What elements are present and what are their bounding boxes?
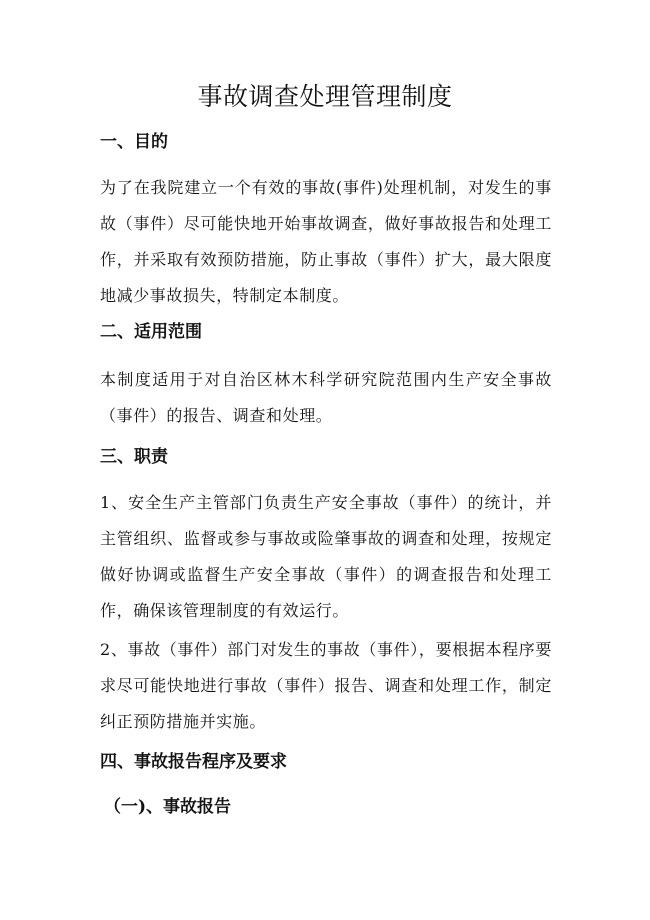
paragraph-duty-2: 2、事故（事件）部门对发生的事故（事件），要根据本程序要求尽可能快地进行事故（事件）报告、调查和处理工作，制定纠正预防措施并实施。 bbox=[100, 640, 552, 731]
section-heading-purpose: 一、目的 bbox=[100, 132, 168, 152]
section-heading-scope: 二、适用范围 bbox=[100, 322, 202, 342]
subsection-heading-accident-report: （一)、事故报告 bbox=[104, 797, 232, 817]
paragraph-purpose: 为了在我院建立一个有效的事故(事件)处理机制，对发生的事故（事件）尽可能快地开始事故调查，做好事故报告和处理工作，并采取有效预防措施，防止事故（事件）扩大，最大限度地减少事故损失，特制定本制度。 bbox=[100, 178, 552, 305]
section-heading-duties: 三、职责 bbox=[100, 447, 168, 467]
section-heading-reporting: 四、事故报告程序及要求 bbox=[100, 752, 287, 772]
paragraph-scope: 本制度适用于对自治区林木科学研究院范围内生产安全事故（事件）的报告、调查和处理。 bbox=[100, 370, 552, 425]
paragraph-duty-1: 1、安全生产主管部门负责生产安全事故（事件）的统计，并主管组织、监督或参与事故或险肇事故的调查和处理，按规定做好协调或监督生产安全事故（事件）的调查报告和处理工作，确保该管理制度的有效运行。 bbox=[100, 493, 552, 620]
document-title: 事故调查处理管理制度 bbox=[197, 82, 453, 111]
